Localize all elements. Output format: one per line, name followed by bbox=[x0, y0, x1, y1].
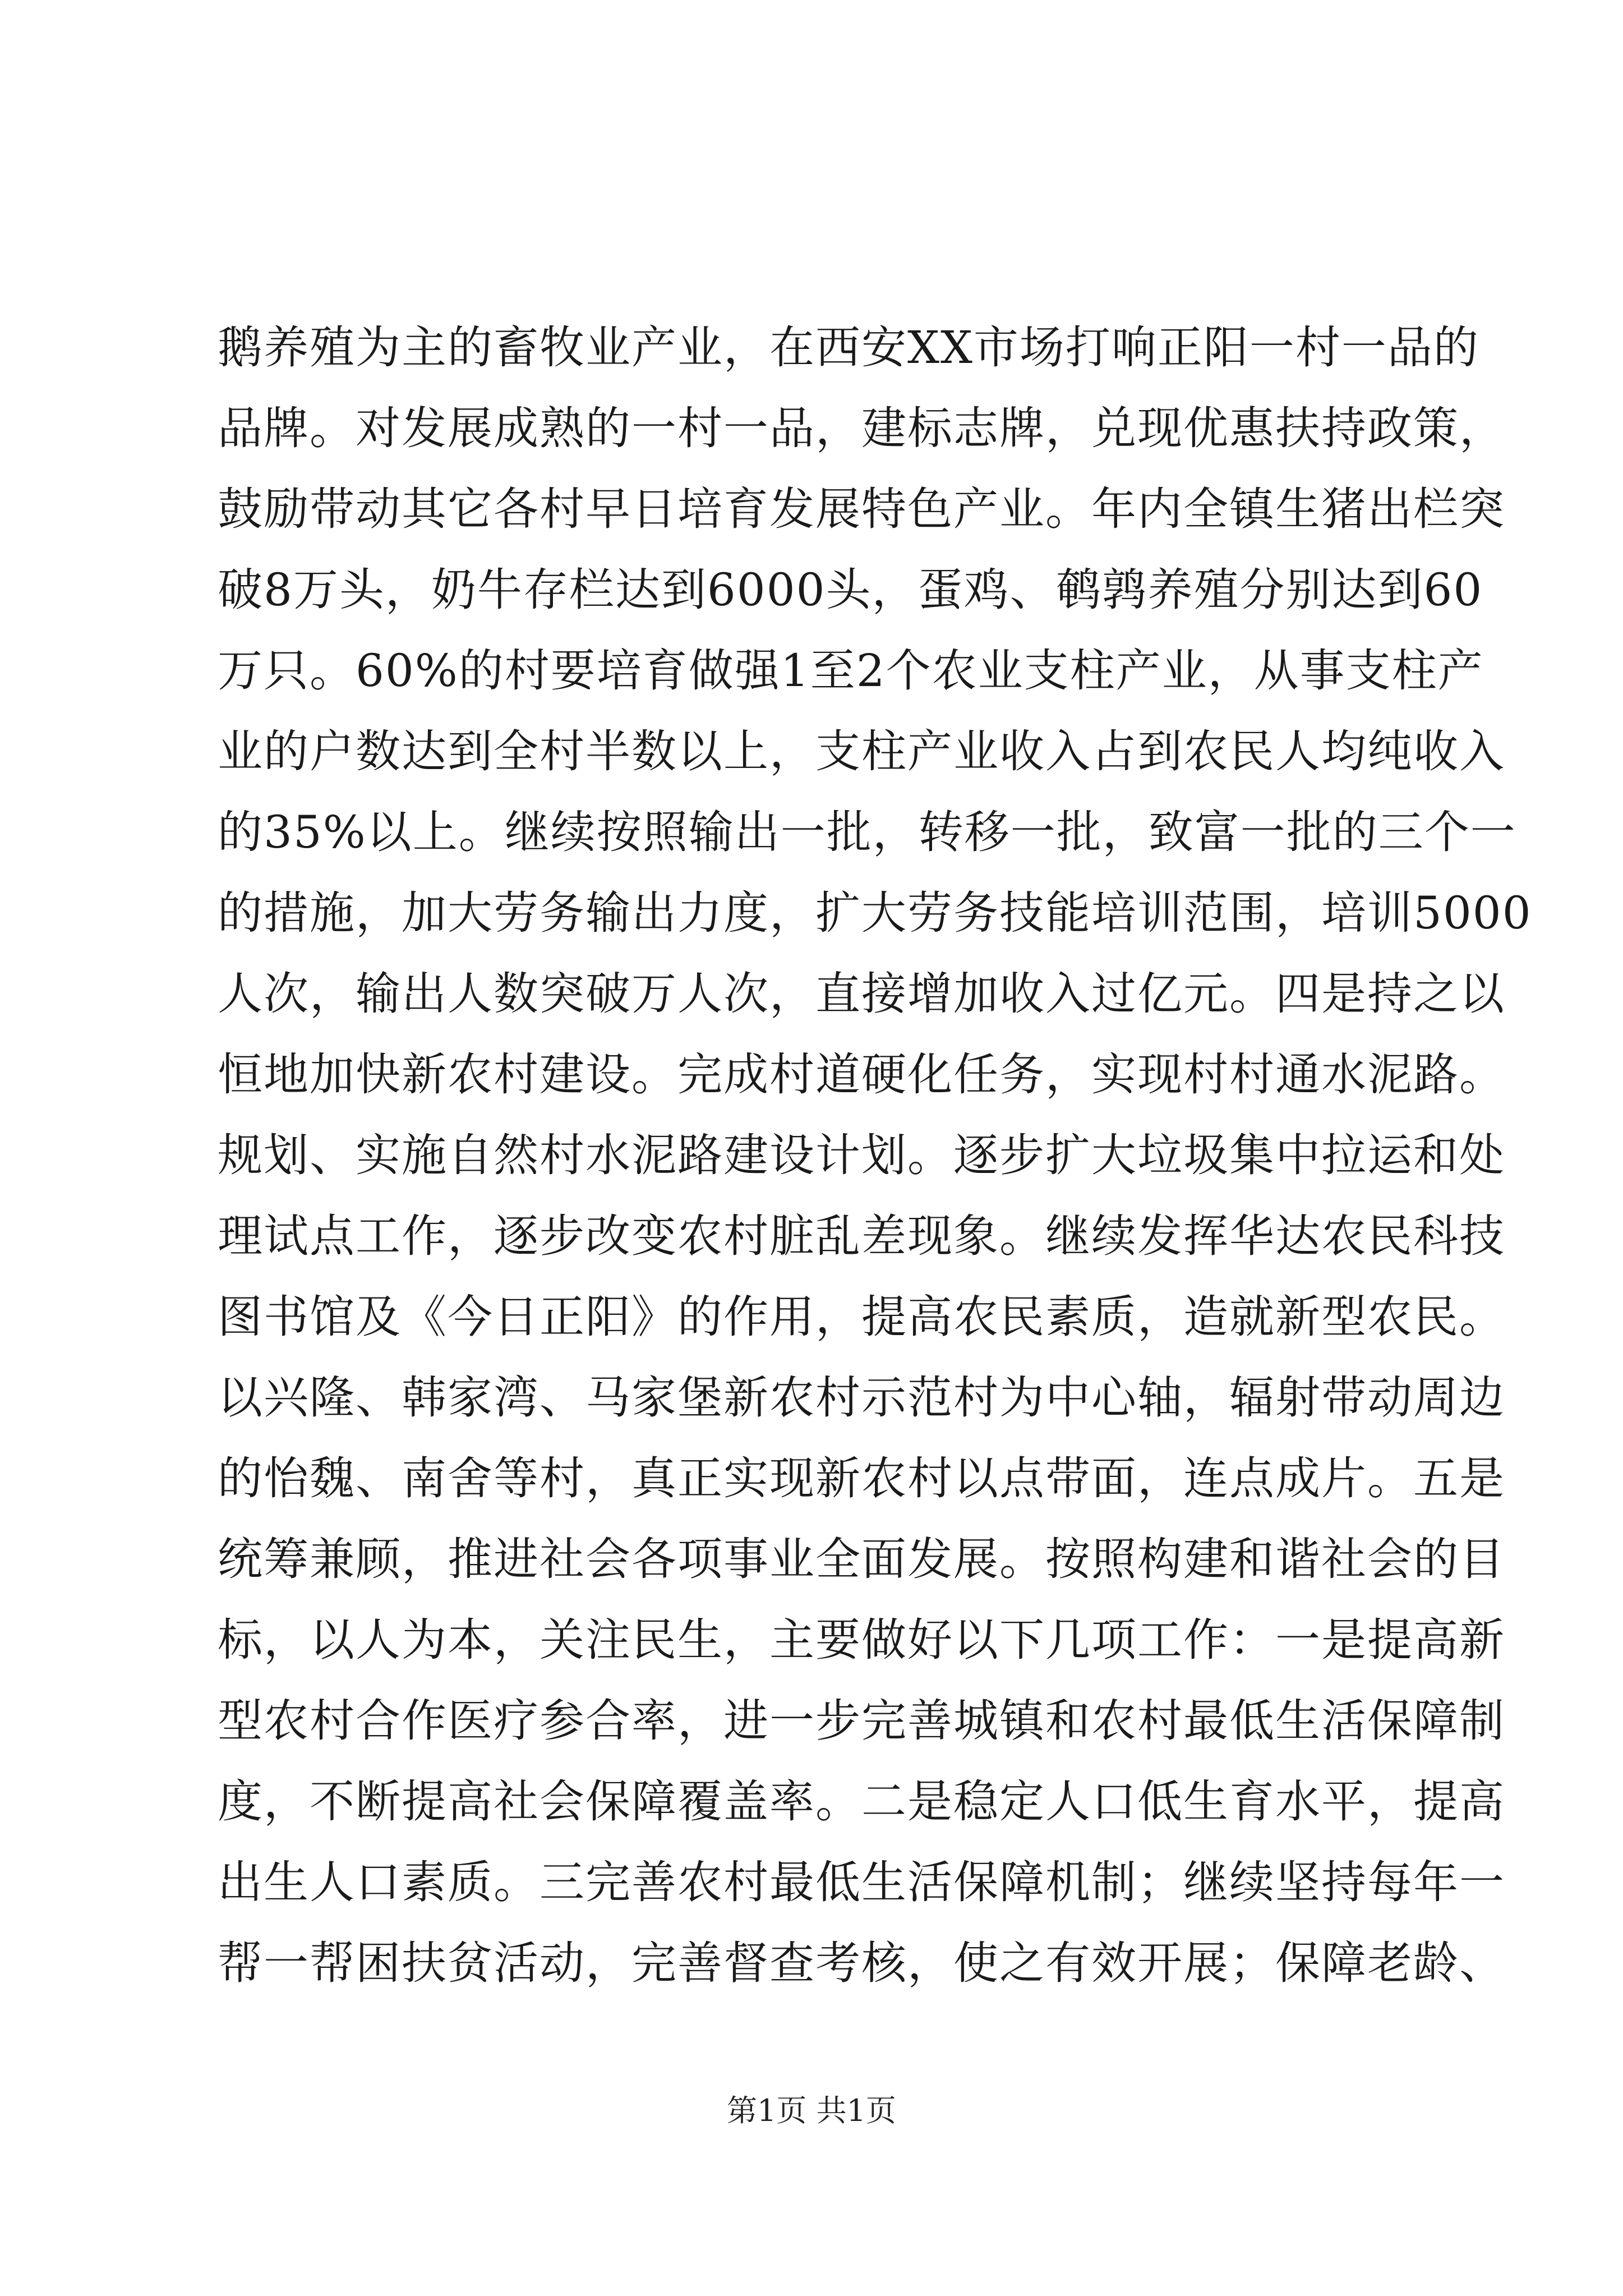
text-line: 鼓励带动其它各村早日培育发展特色产业。年内全镇生猪出栏突 bbox=[218, 483, 1505, 535]
text-line: 帮一帮困扶贫活动，完善督查考核，使之有效开展；保障老龄、 bbox=[218, 1937, 1505, 1989]
text-line: 人次，输出人数突破万人次，直接增加收入过亿元。四是持之以 bbox=[218, 968, 1505, 1020]
text-line: 以兴隆、韩家湾、马家堡新农村示范村为中心轴，辐射带动周边 bbox=[218, 1372, 1505, 1424]
text-line: 标，以人为本，关注民生，主要做好以下几项工作：一是提高新 bbox=[218, 1614, 1505, 1666]
text-line: 万只。60%的村要培育做强1至2个农业支柱产业，从事支柱产 bbox=[218, 645, 1484, 697]
text-line: 理试点工作，逐步改变农村脏乱差现象。继续发挥华达农民科技 bbox=[218, 1210, 1505, 1262]
text-line: 图书馆及《今日正阳》的作用，提高农民素质，造就新型农民。 bbox=[218, 1291, 1505, 1343]
page-footer: 第1页 共1页 bbox=[727, 2093, 896, 2128]
text-line: 的35%以上。继续按照输出一批，转移一批，致富一批的三个一 bbox=[218, 806, 1516, 858]
text-line: 型农村合作医疗参合率，进一步完善城镇和农村最低生活保障制 bbox=[218, 1695, 1505, 1747]
body-text bbox=[218, 307, 1532, 2004]
text-line: 出生人口素质。三完善农村最低生活保障机制；继续坚持每年一 bbox=[218, 1856, 1505, 1908]
text-line: 鹅养殖为主的畜牧业产业，在西安XX市场打响正阳一村一品的 bbox=[218, 321, 1479, 374]
text-line: 规划、实施自然村水泥路建设计划。逐步扩大垃圾集中拉运和处 bbox=[218, 1129, 1505, 1181]
text-line: 破8万头，奶牛存栏达到6000头，蛋鸡、鹌鹑养殖分别达到60 bbox=[218, 564, 1483, 616]
text-line: 的怡魏、南舍等村，真正实现新农村以点带面，连点成片。五是 bbox=[218, 1452, 1505, 1504]
text-line: 的措施，加大劳务输出力度，扩大劳务技能培训范围，培训5000 bbox=[218, 887, 1532, 939]
text-line: 统筹兼顾，推进社会各项事业全面发展。按照构建和谐社会的目 bbox=[218, 1533, 1505, 1585]
text-line: 度，不断提高社会保障覆盖率。二是稳定人口低生育水平，提高 bbox=[218, 1775, 1505, 1828]
text-line: 恒地加快新农村建设。完成村道硬化任务，实现村村通水泥路。 bbox=[218, 1048, 1505, 1101]
text-line: 业的户数达到全村半数以上，支柱产业收入占到农民人均纯收入 bbox=[218, 725, 1505, 777]
text-line: 品牌。对发展成熟的一村一品，建标志牌，兑现优惠扶持政策， bbox=[218, 402, 1505, 454]
